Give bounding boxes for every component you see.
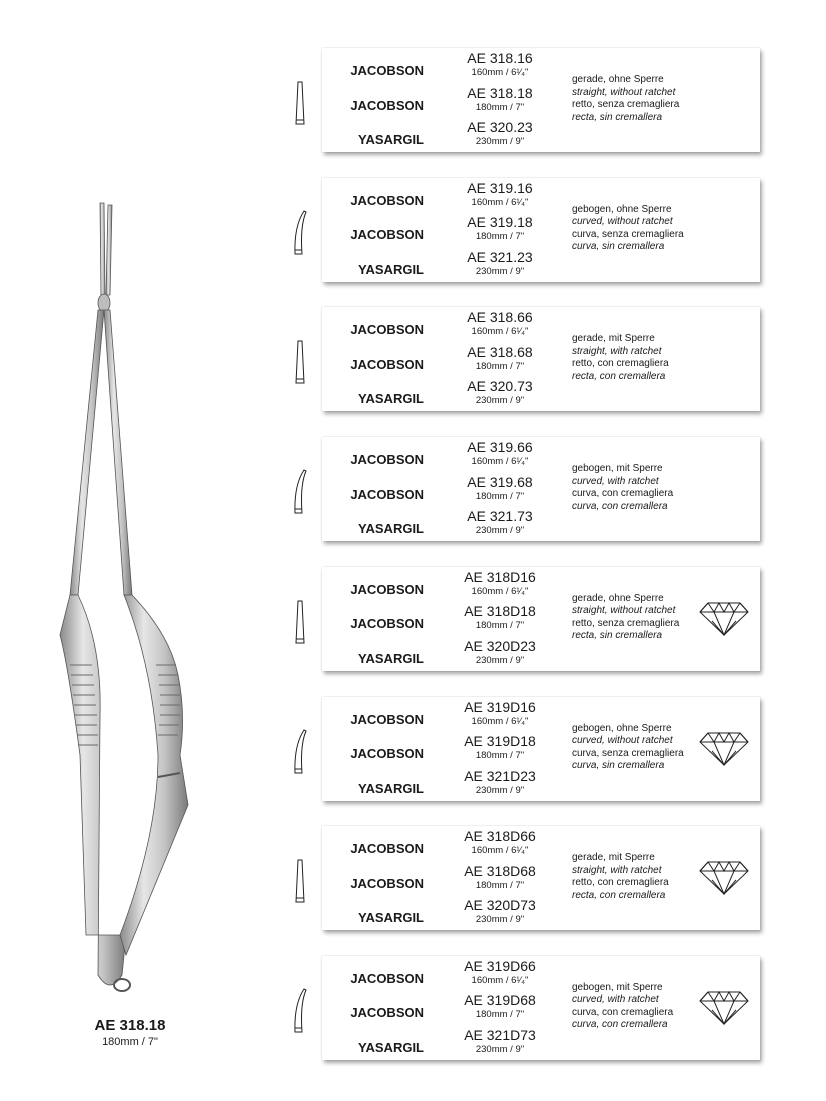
- product-code: AE 318D18: [464, 603, 536, 620]
- description-line: retto, con cremagliera: [572, 358, 669, 370]
- straight-tip-icon: [292, 80, 308, 128]
- product-code-item: [435, 343, 565, 378]
- product-code-item: [435, 507, 565, 542]
- product-code-item: [435, 767, 565, 802]
- curved-tip-icon: [292, 210, 308, 258]
- description-line: curva, con cremallera: [572, 500, 668, 512]
- diamond-icon: [698, 986, 750, 1026]
- description-line: retto, senza cremagliera: [572, 617, 680, 629]
- product-size: 230mm / 9": [475, 914, 525, 926]
- description-line: gebogen, ohne Sperre: [572, 722, 672, 734]
- product-code-item: [435, 957, 565, 992]
- product-code: AE 319D16: [464, 698, 536, 715]
- product-code: AE 319.16: [467, 179, 533, 196]
- description-line: curva, sin cremallera: [572, 241, 665, 253]
- product-size: 160mm / 6¹⁄₄": [471, 196, 529, 208]
- description-line: gerade, ohne Sperre: [572, 74, 664, 85]
- description-line: curva, con cremallera: [572, 1019, 668, 1031]
- product-size: 160mm / 6¹⁄₄": [471, 585, 529, 597]
- straight-tip-icon: [292, 599, 308, 647]
- product-description: [572, 333, 669, 383]
- product-code: AE 319.66: [467, 439, 533, 456]
- description-line: curved, without ratchet: [572, 216, 673, 228]
- product-codes: [435, 179, 565, 283]
- product-name: JACOBSON: [350, 711, 424, 727]
- product-code: AE 318.68: [467, 343, 533, 360]
- product-code-item: [435, 862, 565, 897]
- product-name: JACOBSON: [350, 192, 424, 208]
- product-description: [572, 463, 673, 513]
- product-name: JACOBSON: [350, 97, 424, 113]
- product-code: AE 318.18: [467, 84, 533, 101]
- product-size: 230mm / 9": [475, 136, 525, 147]
- product-codes: [435, 698, 565, 802]
- product-size: 180mm / 7": [475, 101, 525, 113]
- product-code: AE 319.18: [467, 214, 533, 231]
- product-description: [572, 723, 684, 773]
- description-line: curva, senza cremagliera: [572, 228, 684, 240]
- product-name: JACOBSON: [350, 1005, 424, 1021]
- product-code-item: [435, 213, 565, 248]
- product-code-item: [435, 698, 565, 733]
- product-code-item: [435, 308, 565, 343]
- product-code: AE 319.68: [467, 473, 533, 490]
- product-description: [572, 593, 679, 643]
- product-code-item: [435, 377, 565, 412]
- description-line: gebogen, mit Sperre: [572, 463, 663, 475]
- curved-tip-icon: [292, 988, 308, 1036]
- product-name: JACOBSON: [350, 356, 424, 372]
- description-line: curved, without ratchet: [572, 735, 673, 746]
- diamond-icon: [698, 856, 750, 896]
- product-name: JACOBSON: [350, 452, 424, 468]
- description-line: retto, con cremagliera: [572, 877, 669, 889]
- instrument-code: AE 318.18: [94, 1017, 166, 1034]
- product-code: AE 320.73: [467, 378, 533, 395]
- product-size: 230mm / 9": [475, 784, 525, 796]
- description-line: straight, without ratchet: [572, 86, 676, 98]
- product-code: AE 321.23: [467, 248, 533, 265]
- product-name: JACOBSON: [350, 616, 424, 632]
- product-name: JACOBSON: [350, 63, 424, 78]
- product-code-item: [435, 568, 565, 603]
- curved-tip-icon: [292, 469, 308, 517]
- product-size: 230mm / 9": [475, 525, 525, 537]
- product-code-item: [435, 637, 565, 672]
- product-code: AE 318D16: [464, 568, 536, 585]
- product-code-item: [435, 896, 565, 931]
- product-code: AE 318.66: [467, 309, 533, 326]
- product-description: [572, 852, 669, 902]
- product-size: 180mm / 7": [475, 1009, 525, 1021]
- product-card: [322, 307, 760, 411]
- description-line: retto, senza cremagliera: [572, 99, 680, 110]
- product-name: JACOBSON: [350, 970, 424, 986]
- product-code: AE 319D66: [464, 957, 536, 974]
- product-size: 180mm / 7": [475, 360, 525, 372]
- diamond-icon: [698, 727, 750, 767]
- instrument-size: 180mm / 7": [102, 1036, 158, 1048]
- product-names: [322, 313, 424, 417]
- product-size: 160mm / 6¹⁄₄": [471, 326, 529, 338]
- curved-tip-icon: [292, 729, 308, 777]
- product-size: 180mm / 7": [475, 620, 525, 632]
- product-code: AE 319D18: [464, 733, 536, 749]
- straight-tip-icon: [292, 339, 308, 387]
- product-names: [322, 703, 424, 807]
- product-name: YASARGIL: [358, 1039, 424, 1055]
- product-name: JACOBSON: [350, 581, 424, 597]
- product-size: 230mm / 9": [475, 265, 525, 277]
- description-line: curved, with ratchet: [572, 994, 659, 1006]
- description-line: curva, con cremagliera: [572, 488, 674, 500]
- product-code: AE 318D66: [464, 828, 536, 845]
- product-names: [322, 573, 424, 677]
- product-name: YASARGIL: [358, 521, 424, 537]
- product-names: [322, 443, 424, 547]
- product-name: JACOBSON: [350, 875, 424, 891]
- description-line: gerade, ohne Sperre: [572, 592, 664, 604]
- product-code-item: [435, 991, 565, 1026]
- product-card: [322, 956, 760, 1060]
- product-name: YASARGIL: [358, 780, 424, 796]
- product-code: AE 320.23: [467, 119, 533, 135]
- product-code-item: [435, 602, 565, 637]
- product-size: 160mm / 6¹⁄₄": [471, 974, 529, 986]
- description-line: curva, con cremagliera: [572, 1006, 674, 1018]
- product-names: [322, 962, 424, 1066]
- product-names: [322, 832, 424, 936]
- product-code: AE 321D73: [464, 1026, 536, 1043]
- product-name: JACOBSON: [350, 227, 424, 243]
- product-size: 160mm / 6¹⁄₄": [471, 456, 529, 468]
- product-card: [322, 178, 760, 282]
- product-code: AE 320D73: [464, 897, 536, 914]
- product-size: 160mm / 6¹⁄₄": [471, 67, 529, 78]
- product-size: 230mm / 9": [475, 654, 525, 666]
- straight-tip-icon: [292, 858, 308, 906]
- product-name: JACOBSON: [350, 486, 424, 502]
- product-size: 180mm / 7": [475, 231, 525, 243]
- product-size: 160mm / 6¹⁄₄": [471, 845, 529, 857]
- product-code: AE 319D68: [464, 992, 536, 1009]
- product-name: JACOBSON: [350, 746, 424, 761]
- product-card: [322, 567, 760, 671]
- product-size: 230mm / 9": [475, 1043, 525, 1055]
- instrument-caption: [60, 1017, 200, 1048]
- description-line: curva, sin cremallera: [572, 760, 665, 771]
- product-name: JACOBSON: [350, 841, 424, 857]
- product-code-item: [435, 827, 565, 862]
- product-code-item: [435, 438, 565, 473]
- product-size: 180mm / 7": [475, 750, 525, 761]
- product-size: 160mm / 6¹⁄₄": [471, 715, 529, 727]
- instrument-image: [40, 195, 200, 1000]
- product-card: [322, 697, 760, 801]
- description-line: recta, sin cremallera: [572, 630, 663, 642]
- product-code-item: [435, 179, 565, 214]
- diamond-icon: [698, 597, 750, 637]
- product-code-item: [435, 1026, 565, 1061]
- description-line: straight, with ratchet: [572, 345, 662, 357]
- product-description: [572, 204, 684, 254]
- product-code: AE 320D23: [464, 637, 536, 654]
- product-name: YASARGIL: [358, 261, 424, 277]
- product-name: JACOBSON: [350, 322, 424, 338]
- description-line: gebogen, ohne Sperre: [572, 203, 672, 215]
- product-code-item: [435, 118, 565, 153]
- description-line: recta, con cremallera: [572, 889, 666, 901]
- product-name: YASARGIL: [358, 132, 424, 147]
- product-code: AE 321D23: [464, 767, 536, 784]
- description-line: recta, sin cremallera: [572, 111, 663, 123]
- product-name: YASARGIL: [358, 910, 424, 926]
- product-code-item: [435, 732, 565, 767]
- description-line: straight, without ratchet: [572, 605, 676, 617]
- description-line: curved, with ratchet: [572, 475, 659, 487]
- product-size: 230mm / 9": [475, 395, 525, 407]
- product-codes: [435, 957, 565, 1061]
- description-line: gebogen, mit Sperre: [572, 981, 663, 993]
- description-line: curva, senza cremagliera: [572, 747, 684, 759]
- product-description: [572, 74, 679, 124]
- product-size: 180mm / 7": [475, 490, 525, 502]
- product-codes: [435, 438, 565, 542]
- product-codes: [435, 568, 565, 672]
- product-codes: [435, 308, 565, 412]
- product-card: [322, 826, 760, 930]
- product-size: 180mm / 7": [475, 879, 525, 891]
- product-card: [322, 48, 760, 152]
- product-names: [322, 184, 424, 288]
- product-codes: [435, 49, 565, 153]
- product-name: YASARGIL: [358, 391, 424, 407]
- product-code: AE 318.16: [467, 50, 533, 66]
- product-code-item: [435, 473, 565, 508]
- description-line: gerade, mit Sperre: [572, 852, 655, 864]
- description-line: recta, con cremallera: [572, 370, 666, 382]
- product-description: [572, 982, 673, 1032]
- product-codes: [435, 827, 565, 931]
- product-code-item: [435, 84, 565, 119]
- product-code-item: [435, 49, 565, 84]
- description-line: gerade, mit Sperre: [572, 333, 655, 345]
- product-card: [322, 437, 760, 541]
- product-code-item: [435, 248, 565, 283]
- description-line: straight, with ratchet: [572, 864, 662, 876]
- product-names: [322, 54, 424, 158]
- product-name: YASARGIL: [358, 650, 424, 666]
- product-code: AE 321.73: [467, 508, 533, 525]
- product-code: AE 318D68: [464, 862, 536, 879]
